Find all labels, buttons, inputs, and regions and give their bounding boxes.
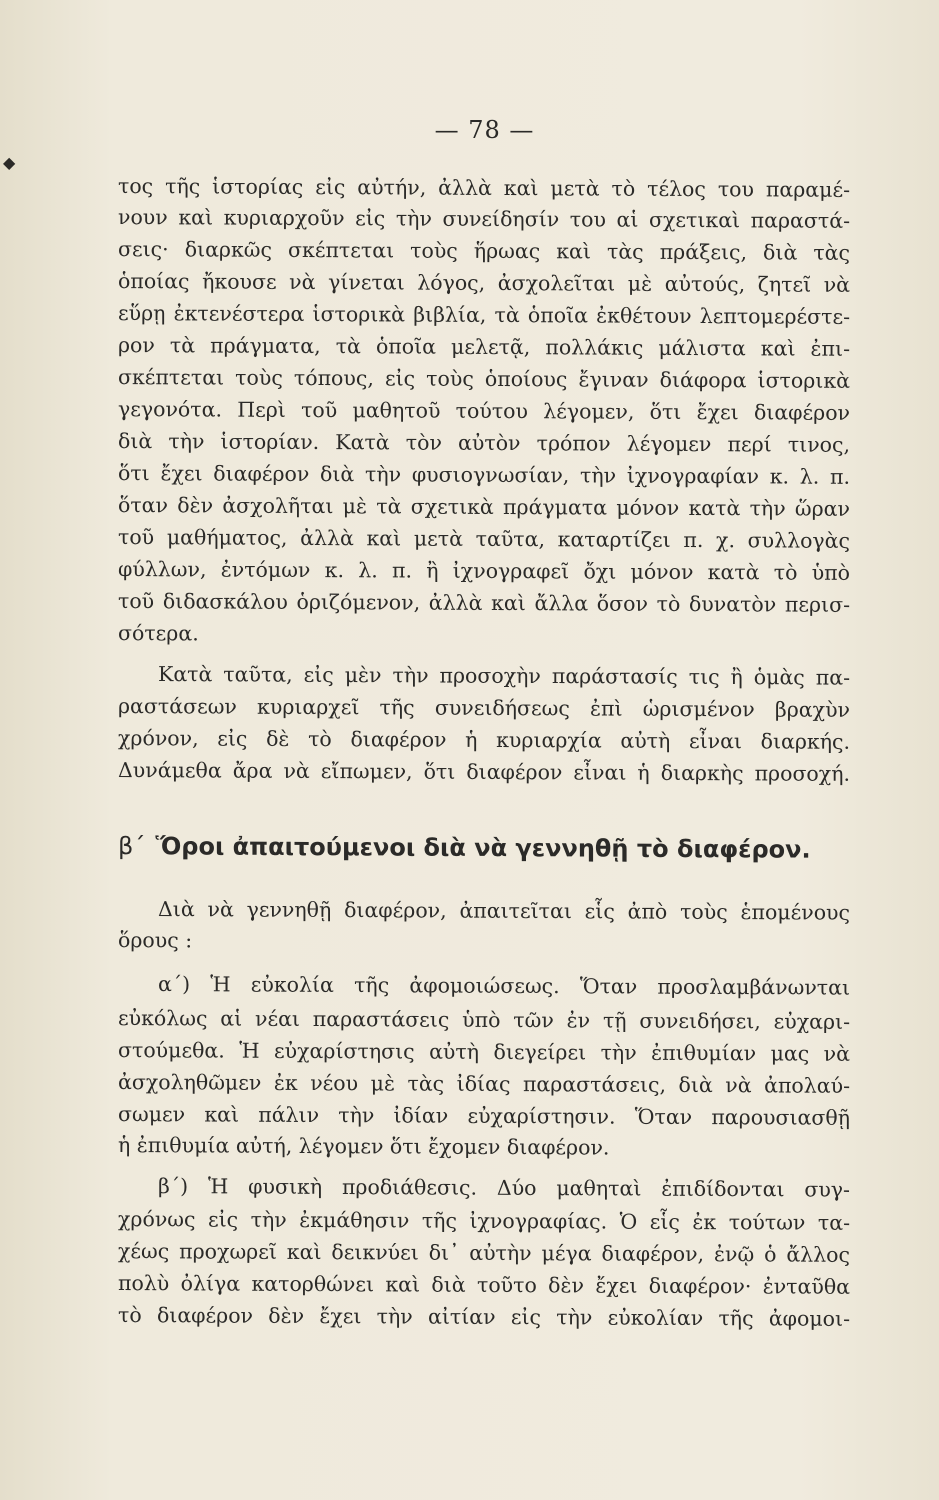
text-line: διὰ τὴν ἱστορίαν. Κατὰ τὸν αὐτὸν τρόπον λέγομεν περί τινος, <box>118 429 850 457</box>
section-title: Ὅροι ἀπαιτούμενοι διὰ νὰ γεννηθῇ τὸ διαφέρον. <box>155 832 811 864</box>
text-line: σωμεν καὶ πάλιν τὴν ἰδίαν εὐχαρίστησιν. Ὅταν παρουσιασθῇ <box>118 1102 850 1130</box>
text-line: ραστάσεων κυριαρχεῖ τῆς συνειδήσεως ἐπὶ ὡρισμένον βραχὺν <box>118 694 850 722</box>
text-line: εὐκόλως αἱ νέαι παραστάσεις ὑπὸ τῶν ἐν τῇ συνειδήσει, εὐχαρι- <box>118 1006 850 1034</box>
text-line: ὁποίας ἤκουσε νὰ γίνεται λόγος, ἀσχολεῖται μὲ αὐτούς, ζητεῖ νὰ <box>118 269 850 297</box>
section-label: β΄ <box>118 832 146 861</box>
text-line: Δυνάμεθα ἄρα νὰ εἴπωμεν, ὅτι διαφέρον εἶναι ἡ διαρκὴς προσοχή. <box>118 758 850 786</box>
text-line: Διὰ νὰ γεννηθῇ διαφέρον, ἀπαιτεῖται εἷς ἀπὸ τοὺς ἑπομένους <box>158 897 850 925</box>
page-number: — 78 — <box>434 116 535 144</box>
text-line: τοῦ μαθήματος, ἀλλὰ καὶ μετὰ ταῦτα, καταρτίζει π. χ. συλλογὰς <box>118 525 850 553</box>
text-line: χρόνον, εἰς δὲ τὸ διαφέρον ἡ κυριαρχία αὐτὴ εἶναι διαρκής. <box>118 726 850 754</box>
text-line: γεγονότα. Περὶ τοῦ μαθητοῦ τούτου λέγομεν, ὅτι ἔχει διαφέρον <box>118 397 850 425</box>
text-line: χρόνως εἰς τὴν ἐκμάθησιν τῆς ἰχνογραφίας. Ὁ εἷς ἐκ τούτων τα- <box>118 1207 850 1235</box>
text-line: τοῦ διδασκάλου ὁριζόμενον, ἀλλὰ καὶ ἄλλα ὅσον τὸ δυνατὸν περισ- <box>118 589 850 617</box>
text-line: ρον τὰ πράγματα, τὰ ὁποῖα μελετᾷ, πολλάκις μάλιστα καὶ ἐπι- <box>118 333 850 361</box>
text-line: πολὺ ὀλίγα κατορθώνει καὶ διὰ τοῦτο δὲν ἔχει διαφέρον· ἐνταῦθα <box>118 1271 850 1299</box>
text-line: α΄) Ἡ εὐκολία τῆς ἀφομοιώσεως. Ὅταν προσλαμβάνωνται <box>158 972 850 1000</box>
text-line: φύλλων, ἐντόμων κ. λ. π. ἢ ἰχνογραφεῖ ὄχι μόνον κατὰ τὸ ὑπὸ <box>118 557 850 585</box>
text-line: στούμεθα. Ἡ εὐχαρίστησις αὐτὴ διεγείρει τὴν ἐπιθυμίαν μας νὰ <box>118 1038 850 1066</box>
text-line: σεις· διαρκῶς σκέπτεται τοὺς ἥρωας καὶ τὰς πράξεις, διὰ τὰς <box>118 237 850 265</box>
text-line: β΄) Ἡ φυσικὴ προδιάθεσις. Δύο μαθηταὶ ἐπιδίδονται συγ- <box>158 1174 850 1202</box>
text-line: Κατὰ ταῦτα, εἰς μὲν τὴν προσοχὴν παράστασίς τις ἢ ὁμὰς πα- <box>158 662 850 690</box>
text-line: τὸ διαφέρον δὲν ἔχει τὴν αἰτίαν εἰς τὴν εὐκολίαν τῆς ἀφομοι- <box>118 1303 850 1331</box>
text-line: εὕρῃ ἐκτενέστερα ἱστορικὰ βιβλία, τὰ ὁποῖα ἐκθέτουν λεπτομερέστε- <box>118 301 850 329</box>
text-line: χέως προχωρεῖ καὶ δεικνύει δι᾿ αὐτὴν μέγα διαφέρον, ἐνῷ ὁ ἄλλος <box>118 1239 850 1267</box>
text-line: ἀσχοληθῶμεν ἐκ νέου μὲ τὰς ἰδίας παραστάσεις, διὰ νὰ ἀπολαύ- <box>118 1070 850 1098</box>
text-line: ὅταν δὲν ἀσχολῆται μὲ τὰ σχετικὰ πράγματα μόνον κατὰ τὴν ὥραν <box>118 493 850 521</box>
section-heading <box>118 830 858 866</box>
text-line: σότερα. <box>118 621 199 646</box>
text-line: νουν καὶ κυριαρχοῦν εἰς τὴν συνείδησίν του αἱ σχετικαὶ παραστά- <box>118 205 850 233</box>
margin-mark: ◆ <box>3 153 16 172</box>
text-line: σκέπτεται τοὺς τόπους, εἰς τοὺς ὁποίους ἔγιναν διάφορα ἱστορικὰ <box>118 365 850 393</box>
text-line: ὅτι ἔχει διαφέρον διὰ τὴν φυσιογνωσίαν, τὴν ἰχνογραφίαν κ. λ. π. <box>118 461 850 489</box>
text-line: τος τῆς ἱστορίας εἰς αὐτήν, ἀλλὰ καὶ μετὰ τὸ τέλος του παραμέ- <box>118 174 850 202</box>
text-line: ἡ ἐπιθυμία αὐτή, λέγομεν ὅτι ἔχομεν διαφέρον. <box>118 1133 610 1160</box>
text-line: ὅρους : <box>118 928 193 953</box>
